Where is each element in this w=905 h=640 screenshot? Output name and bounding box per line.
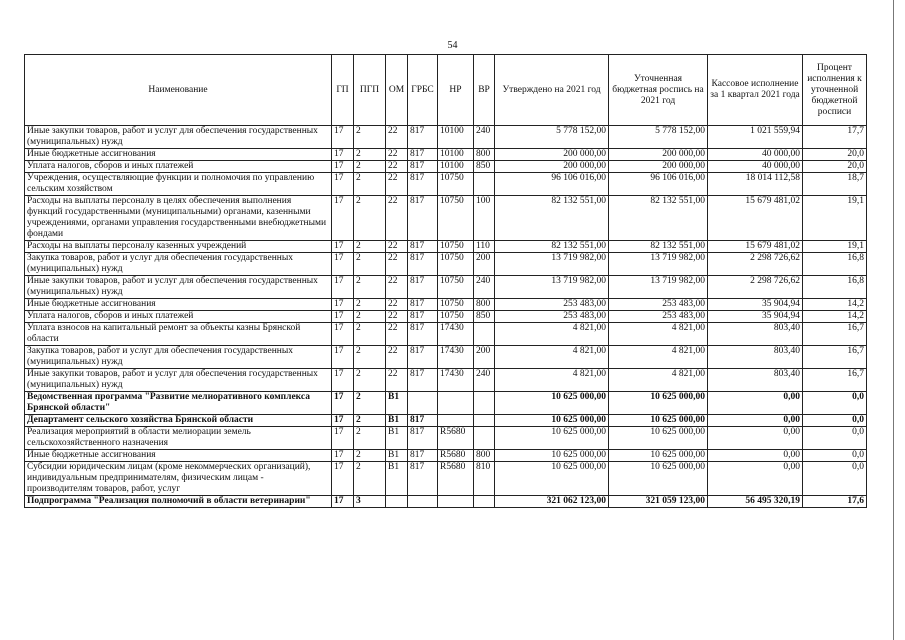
cell-om: 22 (386, 369, 408, 392)
cell-gp: 17 (332, 311, 354, 323)
cell-name: Закупка товаров, работ и услуг для обеспечения государственных (муниципальных) нужд (25, 253, 332, 276)
cell-ppgp: 2 (354, 253, 386, 276)
table-row (25, 299, 867, 311)
table-row (25, 161, 867, 173)
cell-om: 22 (386, 311, 408, 323)
cell-grbs: 817 (408, 241, 438, 253)
cell-grbs: 817 (408, 253, 438, 276)
cell-executed: 18 014 112,58 (708, 173, 803, 196)
cell-np: 10750 (438, 299, 474, 311)
cell-approved: 4 821,00 (495, 323, 609, 346)
cell-percent: 0,0 (803, 415, 867, 427)
cell-name: Уплата налогов, сборов и иных платежей (25, 161, 332, 173)
cell-approved: 10 625 000,00 (495, 462, 609, 496)
header-gp: ГП (332, 55, 354, 126)
cell-name: Иные бюджетные ассигнования (25, 299, 332, 311)
cell-refined: 82 132 551,00 (609, 196, 708, 241)
cell-np: 17430 (438, 369, 474, 392)
cell-ppgp: 2 (354, 311, 386, 323)
cell-refined: 253 483,00 (609, 299, 708, 311)
cell-percent: 16,7 (803, 369, 867, 392)
cell-executed: 803,40 (708, 323, 803, 346)
cell-vr (474, 392, 495, 415)
header-approved: Утверждено на 2021 год (495, 55, 609, 126)
cell-ppgp: 2 (354, 323, 386, 346)
cell-ppgp: 2 (354, 392, 386, 415)
table-row (25, 323, 867, 346)
cell-approved: 321 062 123,00 (495, 496, 609, 508)
table-row (25, 415, 867, 427)
cell-om: В1 (386, 462, 408, 496)
table-row (25, 427, 867, 450)
cell-om: 22 (386, 126, 408, 149)
cell-gp: 17 (332, 323, 354, 346)
cell-om: В1 (386, 392, 408, 415)
cell-name: Субсидии юридическим лицам (кроме некоммерческих организаций), индивидуальным предпринимателям, физическим лицам - производителям товаров, работ, услуг (25, 462, 332, 496)
cell-approved: 10 625 000,00 (495, 427, 609, 450)
cell-np: 17430 (438, 323, 474, 346)
cell-vr (474, 173, 495, 196)
cell-np: 10750 (438, 311, 474, 323)
cell-grbs: 817 (408, 196, 438, 241)
cell-executed: 15 679 481,02 (708, 196, 803, 241)
cell-name: Иные закупки товаров, работ и услуг для обеспечения государственных (муниципальных) нужд (25, 126, 332, 149)
cell-refined: 10 625 000,00 (609, 427, 708, 450)
cell-np (438, 496, 474, 508)
cell-name: Подпрограмма "Реализация полномочий в области ветеринарии" (25, 496, 332, 508)
header-refined: Уточненная бюджетная роспись на 2021 год (609, 55, 708, 126)
cell-grbs: 817 (408, 346, 438, 369)
cell-percent: 16,8 (803, 253, 867, 276)
cell-om: 22 (386, 173, 408, 196)
cell-np: 10750 (438, 253, 474, 276)
cell-refined: 200 000,00 (609, 149, 708, 161)
cell-vr: 810 (474, 462, 495, 496)
cell-grbs (408, 392, 438, 415)
table-row (25, 253, 867, 276)
cell-grbs: 817 (408, 462, 438, 496)
cell-grbs: 817 (408, 427, 438, 450)
cell-percent: 0,0 (803, 450, 867, 462)
cell-gp: 17 (332, 241, 354, 253)
cell-om: В1 (386, 450, 408, 462)
cell-approved: 13 719 982,00 (495, 253, 609, 276)
cell-vr (474, 415, 495, 427)
cell-percent: 0,0 (803, 427, 867, 450)
cell-refined: 96 106 016,00 (609, 173, 708, 196)
cell-np: 17430 (438, 346, 474, 369)
cell-om: 22 (386, 323, 408, 346)
cell-executed: 0,00 (708, 450, 803, 462)
cell-name: Иные бюджетные ассигнования (25, 450, 332, 462)
cell-refined: 4 821,00 (609, 369, 708, 392)
cell-gp: 17 (332, 392, 354, 415)
cell-gp: 17 (332, 196, 354, 241)
cell-vr (474, 323, 495, 346)
cell-approved: 253 483,00 (495, 299, 609, 311)
budget-execution-table (24, 54, 867, 508)
cell-ppgp: 2 (354, 161, 386, 173)
cell-gp: 17 (332, 126, 354, 149)
cell-executed: 40 000,00 (708, 149, 803, 161)
cell-ppgp: 2 (354, 126, 386, 149)
cell-gp: 17 (332, 161, 354, 173)
cell-gp: 17 (332, 346, 354, 369)
cell-executed: 56 495 320,19 (708, 496, 803, 508)
cell-om: 22 (386, 299, 408, 311)
cell-refined: 10 625 000,00 (609, 415, 708, 427)
cell-grbs: 817 (408, 126, 438, 149)
cell-ppgp: 2 (354, 149, 386, 161)
cell-ppgp: 2 (354, 462, 386, 496)
cell-executed: 0,00 (708, 415, 803, 427)
cell-approved: 10 625 000,00 (495, 415, 609, 427)
cell-np: 10100 (438, 126, 474, 149)
cell-name: Департамент сельского хозяйства Брянской области (25, 415, 332, 427)
cell-name: Закупка товаров, работ и услуг для обеспечения государственных (муниципальных) нужд (25, 346, 332, 369)
cell-om: В1 (386, 427, 408, 450)
cell-vr: 800 (474, 149, 495, 161)
cell-grbs: 817 (408, 276, 438, 299)
cell-grbs: 817 (408, 369, 438, 392)
cell-om: В1 (386, 415, 408, 427)
cell-om: 22 (386, 241, 408, 253)
cell-np (438, 415, 474, 427)
cell-gp: 17 (332, 450, 354, 462)
cell-ppgp: 2 (354, 369, 386, 392)
cell-executed: 0,00 (708, 427, 803, 450)
cell-grbs: 817 (408, 450, 438, 462)
cell-grbs: 817 (408, 323, 438, 346)
cell-ppgp: 2 (354, 276, 386, 299)
cell-ppgp: 2 (354, 427, 386, 450)
cell-vr: 850 (474, 161, 495, 173)
cell-executed: 2 298 726,62 (708, 253, 803, 276)
cell-vr: 100 (474, 196, 495, 241)
table-row (25, 276, 867, 299)
table-row (25, 196, 867, 241)
cell-name: Иные бюджетные ассигнования (25, 149, 332, 161)
header-np: НР (438, 55, 474, 126)
cell-percent: 14,2 (803, 311, 867, 323)
cell-np: 10100 (438, 161, 474, 173)
cell-np: 10750 (438, 196, 474, 241)
cell-np: 10100 (438, 149, 474, 161)
header-executed: Кассовое исполнение за 1 квартал 2021 года (708, 55, 803, 126)
cell-name: Ведомственная программа "Развитие мелиоративного комплекса Брянской области" (25, 392, 332, 415)
cell-np: R5680 (438, 427, 474, 450)
table-row (25, 346, 867, 369)
cell-name: Иные закупки товаров, работ и услуг для обеспечения государственных (муниципальных) нужд (25, 276, 332, 299)
table-row (25, 241, 867, 253)
cell-approved: 253 483,00 (495, 311, 609, 323)
cell-percent: 20,0 (803, 161, 867, 173)
cell-percent: 17,7 (803, 126, 867, 149)
cell-grbs: 817 (408, 311, 438, 323)
cell-percent: 16,7 (803, 346, 867, 369)
cell-approved: 96 106 016,00 (495, 173, 609, 196)
header-grbs: ГРБС (408, 55, 438, 126)
cell-name: Учреждения, осуществляющие функции и полномочия по управлению сельским хозяйством (25, 173, 332, 196)
cell-name: Реализация мероприятий в области мелиорации земель сельскохозяйственного назначения (25, 427, 332, 450)
cell-refined: 321 059 123,00 (609, 496, 708, 508)
table-body (25, 126, 867, 508)
cell-om: 22 (386, 346, 408, 369)
cell-vr: 240 (474, 126, 495, 149)
cell-vr: 800 (474, 299, 495, 311)
cell-approved: 5 778 152,00 (495, 126, 609, 149)
cell-refined: 13 719 982,00 (609, 276, 708, 299)
table-row (25, 392, 867, 415)
header-vr: ВР (474, 55, 495, 126)
cell-vr: 110 (474, 241, 495, 253)
table-row (25, 496, 867, 508)
cell-executed: 40 000,00 (708, 161, 803, 173)
cell-approved: 4 821,00 (495, 346, 609, 369)
cell-om: 22 (386, 196, 408, 241)
cell-approved: 82 132 551,00 (495, 241, 609, 253)
cell-np: 10750 (438, 276, 474, 299)
cell-percent: 20,0 (803, 149, 867, 161)
cell-om: 22 (386, 161, 408, 173)
cell-vr: 240 (474, 276, 495, 299)
table-row (25, 173, 867, 196)
cell-name: Уплата налогов, сборов и иных платежей (25, 311, 332, 323)
header-om: ОМ (386, 55, 408, 126)
cell-np: 10750 (438, 241, 474, 253)
cell-vr: 200 (474, 253, 495, 276)
cell-name: Уплата взносов на капитальный ремонт за объекты казны Брянской области (25, 323, 332, 346)
cell-ppgp: 2 (354, 346, 386, 369)
cell-approved: 4 821,00 (495, 369, 609, 392)
cell-grbs: 817 (408, 299, 438, 311)
cell-name: Иные закупки товаров, работ и услуг для обеспечения государственных (муниципальных) нужд (25, 369, 332, 392)
table-row (25, 450, 867, 462)
cell-executed: 2 298 726,62 (708, 276, 803, 299)
cell-np: 10750 (438, 173, 474, 196)
cell-om: 22 (386, 149, 408, 161)
cell-gp: 17 (332, 496, 354, 508)
cell-refined: 4 821,00 (609, 346, 708, 369)
table-row (25, 369, 867, 392)
cell-gp: 17 (332, 253, 354, 276)
cell-percent: 19,1 (803, 241, 867, 253)
cell-refined: 253 483,00 (609, 311, 708, 323)
cell-refined: 13 719 982,00 (609, 253, 708, 276)
cell-gp: 17 (332, 427, 354, 450)
cell-vr: 240 (474, 369, 495, 392)
cell-executed: 803,40 (708, 369, 803, 392)
cell-approved: 13 719 982,00 (495, 276, 609, 299)
table-header-row (25, 55, 867, 126)
cell-gp: 17 (332, 173, 354, 196)
cell-om: 22 (386, 276, 408, 299)
cell-gp: 17 (332, 462, 354, 496)
cell-executed: 1 021 559,94 (708, 126, 803, 149)
cell-ppgp: 2 (354, 299, 386, 311)
cell-percent: 16,7 (803, 323, 867, 346)
cell-vr (474, 496, 495, 508)
header-ppgp: ПГП (354, 55, 386, 126)
cell-grbs: 817 (408, 161, 438, 173)
cell-ppgp: 2 (354, 241, 386, 253)
cell-approved: 82 132 551,00 (495, 196, 609, 241)
cell-ppgp: 2 (354, 173, 386, 196)
cell-om: 22 (386, 253, 408, 276)
cell-percent: 0,0 (803, 462, 867, 496)
cell-refined: 82 132 551,00 (609, 241, 708, 253)
cell-grbs (408, 496, 438, 508)
cell-executed: 35 904,94 (708, 299, 803, 311)
cell-grbs: 817 (408, 173, 438, 196)
table-row (25, 311, 867, 323)
cell-executed: 35 904,94 (708, 311, 803, 323)
cell-percent: 18,7 (803, 173, 867, 196)
cell-refined: 10 625 000,00 (609, 462, 708, 496)
cell-refined: 5 778 152,00 (609, 126, 708, 149)
cell-percent: 17,6 (803, 496, 867, 508)
cell-ppgp: 2 (354, 196, 386, 241)
cell-percent: 16,8 (803, 276, 867, 299)
cell-grbs: 817 (408, 149, 438, 161)
cell-gp: 17 (332, 415, 354, 427)
table-row (25, 149, 867, 161)
table-row (25, 462, 867, 496)
cell-ppgp: 3 (354, 496, 386, 508)
cell-name: Расходы на выплаты персоналу казенных учреждений (25, 241, 332, 253)
page-number: 54 (447, 40, 458, 51)
header-name: Наименование (25, 55, 332, 126)
cell-percent: 19,1 (803, 196, 867, 241)
cell-gp: 17 (332, 369, 354, 392)
header-percent: Процент исполнения к уточненной бюджетной росписи (803, 55, 867, 126)
cell-name: Расходы на выплаты персоналу в целях обеспечения выполнения функций государственными (муниципальными) органами, казенными учреждениями, органами управления государственными внебюджетными фондами (25, 196, 332, 241)
cell-percent: 0,0 (803, 392, 867, 415)
cell-vr: 200 (474, 346, 495, 369)
cell-np: R5680 (438, 462, 474, 496)
cell-gp: 17 (332, 149, 354, 161)
cell-approved: 200 000,00 (495, 149, 609, 161)
cell-approved: 10 625 000,00 (495, 450, 609, 462)
cell-approved: 10 625 000,00 (495, 392, 609, 415)
cell-vr: 850 (474, 311, 495, 323)
cell-refined: 10 625 000,00 (609, 450, 708, 462)
cell-ppgp: 2 (354, 415, 386, 427)
cell-vr (474, 427, 495, 450)
cell-executed: 0,00 (708, 392, 803, 415)
cell-gp: 17 (332, 299, 354, 311)
cell-percent: 14,2 (803, 299, 867, 311)
cell-ppgp: 2 (354, 450, 386, 462)
table-row (25, 126, 867, 149)
cell-approved: 200 000,00 (495, 161, 609, 173)
cell-executed: 15 679 481,02 (708, 241, 803, 253)
cell-np (438, 392, 474, 415)
cell-refined: 4 821,00 (609, 323, 708, 346)
page-edge-rule (893, 0, 894, 640)
cell-refined: 10 625 000,00 (609, 392, 708, 415)
cell-np: R5680 (438, 450, 474, 462)
cell-om (386, 496, 408, 508)
cell-executed: 803,40 (708, 346, 803, 369)
cell-vr: 800 (474, 450, 495, 462)
cell-executed: 0,00 (708, 462, 803, 496)
cell-refined: 200 000,00 (609, 161, 708, 173)
cell-gp: 17 (332, 276, 354, 299)
cell-grbs: 817 (408, 415, 438, 427)
